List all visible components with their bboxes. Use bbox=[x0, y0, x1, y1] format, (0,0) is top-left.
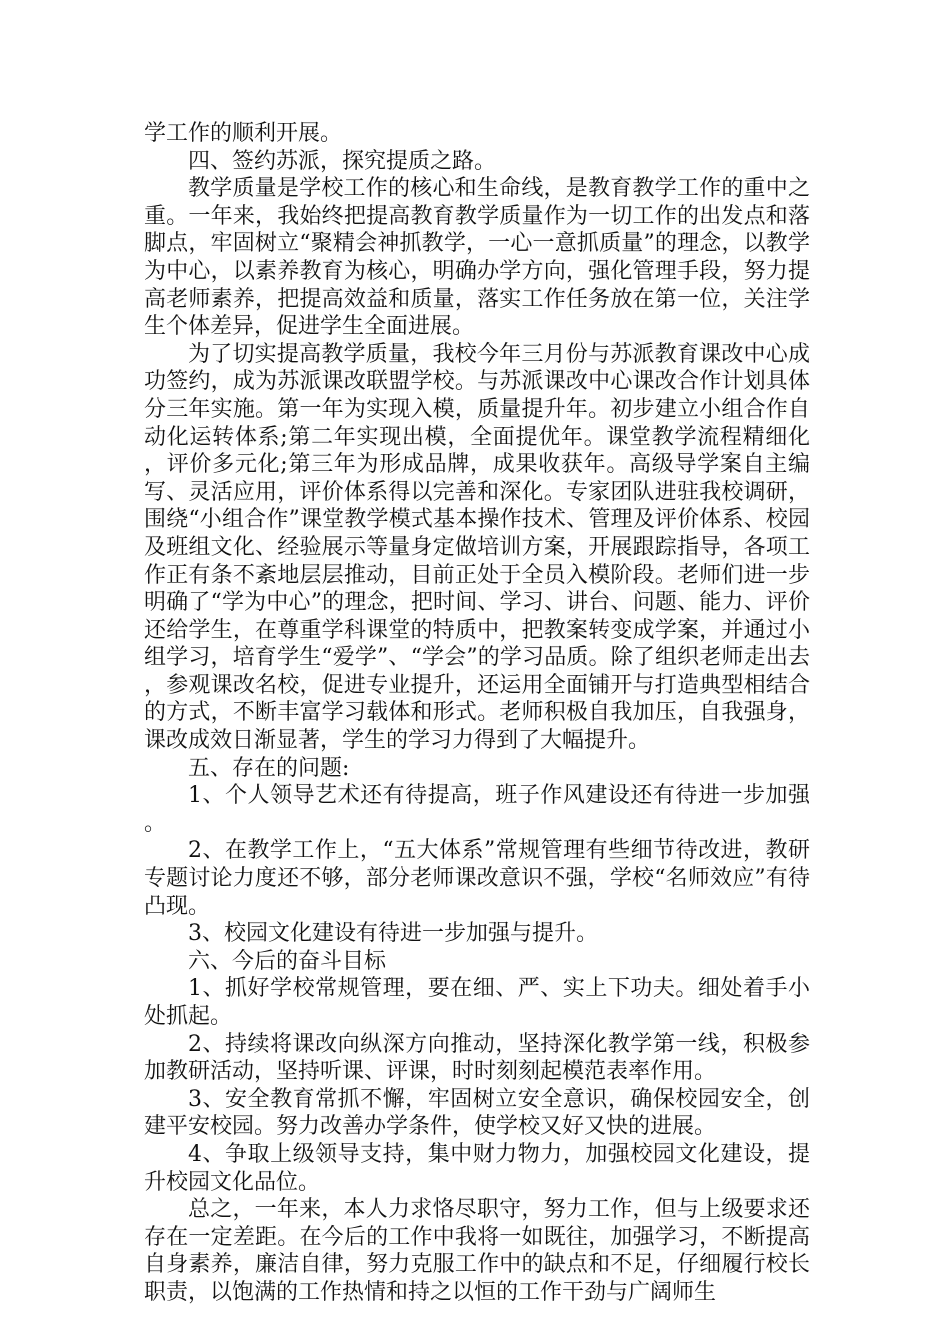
paragraph-supai-signing: 为了切实提高教学质量，我校今年三月份与苏派教育课改中心成功签约，成为苏派课改联盟学校。与苏派课改中心课改合作计划具体分三年实施。第一年为实现入模，质量提升年。初步建立小组合作自动化运转体系;第二年实现出模，全面提优年。课堂教学流程精细化，评价多元化;第三年为形成品牌，成果收获年。高级导学案自主编写、灵活应用，评价体系得以完善和深化。专家团队进驻我校调研，围绕“小组合作”课堂教学模式基本操作技术、管理及评价体系、校园及班组文化、经验展示等量身定做培训方案，开展跟踪指导，各项工作正有条不紊地层层推动，目前正处于全员入模阶段。老师们进一步明确了“学为中心”的理念，把时间、学习、讲台、问题、能力、评价还给学生，在尊重学科课堂的特质中，把教案转变成学案，并通过小组学习，培育学生“爱学”、“学会”的学习品质。除了组织老师走出去，参观课改名校，促进专业提升，还运用全面铺开与打造典型相结合的方式，不断丰富学习载体和形式。老师积极自我加压，自我强身，课改成效日渐显著，学生的学习力得到了大幅提升。 bbox=[144, 341, 810, 754]
problem-item-3: 3、校园文化建设有待进一步加强与提升。 bbox=[188, 921, 598, 947]
goal-item-4: 4、争取上级领导支持，集中财力物力，加强校园文化建设，提升校园文化品位。 bbox=[144, 1141, 810, 1195]
paragraph-quality-core: 教学质量是学校工作的核心和生命线，是教育教学工作的重中之重。一年来，我始终把提高教育教学质量作为一切工作的出发点和落脚点，牢固树立“聚精会神抓教学，一心一意抓质量”的理念，以教学为中心，以素养教育为核心，明确办学方向，强化管理手段，努力提高老师素养，把提高效益和质量，落实工作任务放在第一位，关注学生个体差异，促进学生全面进展。 bbox=[144, 176, 810, 340]
goal-item-3: 3、安全教育常抓不懈，牢固树立安全意识，确保校园安全，创建平安校园。努力改善办学条件，使学校又好又快的进展。 bbox=[144, 1086, 810, 1140]
paragraph-conclusion: 总之，一年来，本人力求恪尽职守，努力工作，但与上级要求还存在一定差距。在今后的工作中我将一如既往，加强学习，不断提高自身素养，廉洁自律，努力克服工作中的缺点和不足，仔细履行校长职责，以饱满的工作热情和持之以恒的工作干劲与广阔师生 bbox=[144, 1197, 810, 1305]
document-page bbox=[144, 120, 810, 1307]
goal-item-2: 2、持续将课改向纵深方向推动，坚持深化教学第一线，积极参加教研活动，坚持听课、评课，时时刻刻起模范表率作用。 bbox=[144, 1031, 810, 1085]
problem-item-2: 2、在教学工作上，“五大体系”常规管理有些细节待改进，教研专题讨论力度还不够，部分老师课改意识不强，学校“名师效应”有待凸现。 bbox=[144, 838, 810, 919]
section-heading-5: 五、存在的问题: bbox=[188, 755, 350, 781]
goal-item-1: 1、抓好学校常规管理，要在细、严、实上下功夫。细处着手小处抓起。 bbox=[144, 976, 810, 1029]
section-heading-6: 六、今后的奋斗目标 bbox=[188, 948, 387, 974]
section-heading-4: 四、签约苏派，探究提质之路。 bbox=[188, 148, 497, 174]
problem-item-1: 1、个人领导艺术还有待提高，班子作风建设还有待进一步加强。 bbox=[144, 783, 810, 836]
paragraph-continuation: 学工作的顺利开展。 bbox=[144, 121, 343, 146]
